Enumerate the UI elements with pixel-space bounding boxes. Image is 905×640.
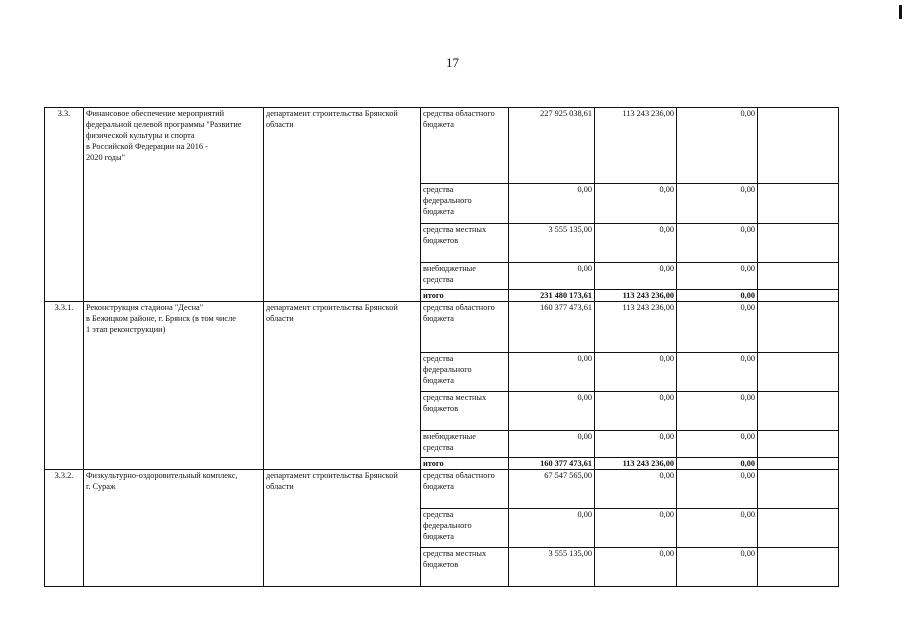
value-cell: 0,00 (595, 353, 677, 392)
empty-cell (758, 263, 839, 290)
value-cell: 0,00 (509, 263, 595, 290)
funding-source: внебюджетные средства (421, 263, 509, 290)
value-cell: 0,00 (677, 431, 758, 458)
value-cell: 0,00 (677, 263, 758, 290)
funding-source: средства местных бюджетов (421, 392, 509, 431)
funding-source: средства федерального бюджета (421, 509, 509, 548)
section-title: Физкультурно-оздоровительный комплекс, г. Сураж (84, 470, 264, 587)
empty-cell (758, 392, 839, 431)
value-cell: 0,00 (595, 184, 677, 224)
value-cell: 113 243 236,00 (595, 458, 677, 470)
empty-cell (758, 458, 839, 470)
empty-cell (758, 431, 839, 458)
funding-source: средства местных бюджетов (421, 548, 509, 587)
value-cell: 0,00 (677, 353, 758, 392)
empty-cell (758, 302, 839, 353)
empty-cell (758, 548, 839, 587)
value-cell: 0,00 (595, 431, 677, 458)
funding-source: средства областного бюджета (421, 108, 509, 184)
value-cell: 113 243 236,00 (595, 108, 677, 184)
funding-source: внебюджетные средства (421, 431, 509, 458)
value-cell: 0,00 (677, 290, 758, 302)
table-row (45, 470, 839, 509)
value-cell: 113 243 236,00 (595, 290, 677, 302)
section-code: 3.3.1. (45, 302, 84, 470)
responsible-department: департамент строительства Брянской области (264, 108, 421, 302)
funding-source: средства федерального бюджета (421, 184, 509, 224)
value-cell: 227 925 038,61 (509, 108, 595, 184)
table-row (45, 302, 839, 353)
page-number: 17 (446, 55, 459, 70)
value-cell: 0,00 (595, 509, 677, 548)
empty-cell (758, 509, 839, 548)
value-cell: 0,00 (595, 470, 677, 509)
empty-cell (758, 108, 839, 184)
value-cell: 0,00 (677, 302, 758, 353)
section-code: 3.3. (45, 108, 84, 302)
section-title: Финансовое обеспечение мероприятий федеральной целевой программы "Развитие физической культуры и спорта в Российской Федерации на 2016 - 2020 годы" (84, 108, 264, 302)
value-cell: 67 547 565,00 (509, 470, 595, 509)
value-cell: 0,00 (677, 470, 758, 509)
value-cell: 3 555 135,00 (509, 224, 595, 263)
value-cell: 0,00 (677, 108, 758, 184)
responsible-department: департамент строительства Брянской области (264, 470, 421, 587)
funding-source: средства федерального бюджета (421, 353, 509, 392)
empty-cell (758, 470, 839, 509)
empty-cell (758, 224, 839, 263)
value-cell: 113 243 236,00 (595, 302, 677, 353)
funding-source: итого (421, 458, 509, 470)
value-cell: 160 377 473,61 (509, 302, 595, 353)
value-cell: 0,00 (509, 509, 595, 548)
funding-source: средства областного бюджета (421, 302, 509, 353)
funding-source: средства областного бюджета (421, 470, 509, 509)
value-cell: 160 377 473,61 (509, 458, 595, 470)
edge-mark (899, 5, 902, 19)
value-cell: 0,00 (595, 263, 677, 290)
value-cell: 231 480 173,61 (509, 290, 595, 302)
value-cell: 0,00 (677, 548, 758, 587)
budget-table (44, 107, 839, 587)
value-cell: 3 555 135,00 (509, 548, 595, 587)
value-cell: 0,00 (677, 224, 758, 263)
funding-source: средства местных бюджетов (421, 224, 509, 263)
value-cell: 0,00 (677, 509, 758, 548)
value-cell: 0,00 (677, 392, 758, 431)
value-cell: 0,00 (677, 184, 758, 224)
value-cell: 0,00 (677, 458, 758, 470)
empty-cell (758, 353, 839, 392)
empty-cell (758, 290, 839, 302)
value-cell: 0,00 (595, 224, 677, 263)
value-cell: 0,00 (509, 353, 595, 392)
funding-source: итого (421, 290, 509, 302)
value-cell: 0,00 (509, 392, 595, 431)
responsible-department: департамент строительства Брянской области (264, 302, 421, 470)
value-cell: 0,00 (595, 392, 677, 431)
value-cell: 0,00 (595, 548, 677, 587)
empty-cell (758, 184, 839, 224)
table-row (45, 108, 839, 184)
section-title: Реконструкция стадиона "Десна" в Бежицком районе, г. Брянск (в том числе 1 этап реконструкции) (84, 302, 264, 470)
section-code: 3.3.2. (45, 470, 84, 587)
value-cell: 0,00 (509, 184, 595, 224)
value-cell: 0,00 (509, 431, 595, 458)
